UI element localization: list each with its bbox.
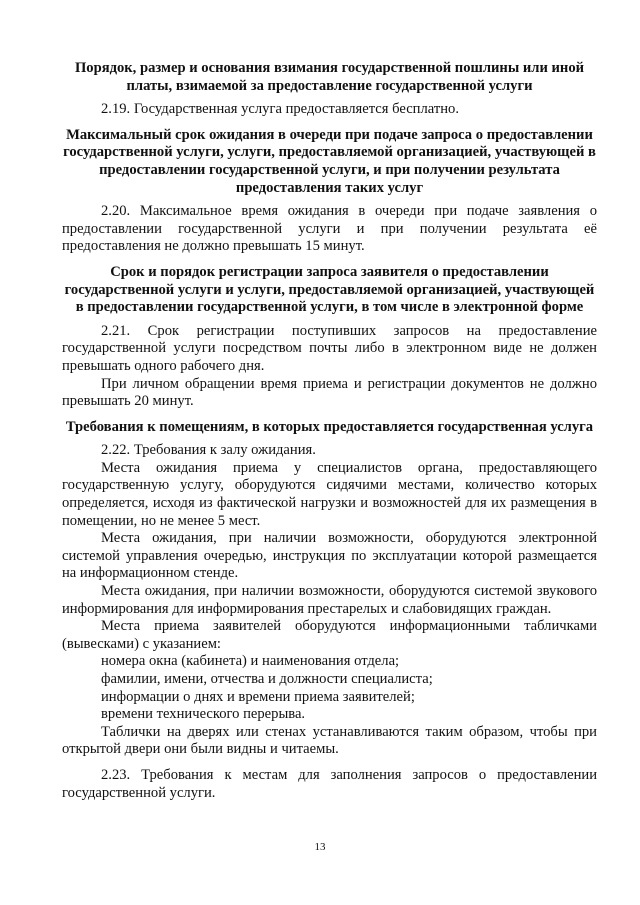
section-heading-queue: Максимальный срок ожидания в очереди при подаче запроса о предоставлении государственной услуги, услуги, предоставляемой организацией, участвующей в предоставлении государственной услуги, и при получении результата предоставления таких услуг — [63, 126, 596, 196]
document-page — [62, 60, 597, 802]
paragraph-personal-visit: При личном обращении время приема и регистрации документов не должно превышать 20 минут. — [62, 375, 597, 410]
paragraph-2-21: 2.21. Срок регистрации поступивших запросов на предоставление государственной услуги посредством почты либо в электронном виде не должен превышать одного рабочего дня. — [62, 322, 597, 374]
page-number: 13 — [314, 841, 326, 853]
list-item: фамилии, имени, отчества и должности специалиста; — [101, 671, 433, 687]
paragraph-2-22: 2.22. Требования к залу ожидания. — [101, 442, 316, 459]
section-heading-registration: Срок и порядок регистрации запроса заявителя о предоставлении государственной услуги и услуги, предоставляемой организацией, участвующей в предоставлении государственной услуги, в том числе в электронной форме — [64, 263, 595, 316]
section-heading-fee: Порядок, размер и основания взимания государственной пошлины или иной платы, взимаемой за предоставление государственной услуги — [74, 60, 585, 94]
paragraph-2-20: 2.20. Максимальное время ожидания в очереди при подаче заявления о предоставлении государственной услуги и при получении результата её предоставления не должно превышать 15 минут. — [62, 203, 597, 255]
paragraph-info-plates: Места приема заявителей оборудуются информационными табличками (вывесками) с указанием: — [62, 618, 597, 652]
paragraph-audio-system: Места ожидания, при наличии возможности, оборудуются системой звукового информирования для информирования престарелых и слабовидящих граждан. — [62, 583, 597, 617]
list-item: номера окна (кабинета) и наименования отдела; — [101, 653, 400, 670]
list-item: времени технического перерыва. — [101, 706, 306, 723]
paragraph-plates-visibility: Таблички на дверях или стенах устанавливаются таким образом, чтобы при открытой двери они были видны и читаемы. — [62, 723, 597, 758]
paragraph-2-19: 2.19. Государственная услуга предоставляется бесплатно. — [101, 101, 460, 118]
paragraph-2-23: 2.23. Требования к местам для заполнения запросов о предоставлении государственной услуги. — [62, 766, 597, 801]
paragraph-queue-system: Места ожидания, при наличии возможности, оборудуются электронной системой управления очередью, инструкция по эксплуатации которой размещается на информационном стенде. — [62, 530, 597, 582]
list-item: информации о днях и времени приема заявителей; — [101, 688, 415, 705]
section-heading-premises: Требования к помещениям, в которых предоставляется государственная услуга — [65, 418, 594, 435]
paragraph-waiting-seats: Места ожидания приема у специалистов органа, предоставляющего государственную услугу, оборудуются сидячими местами, количество которых определяется, исходя из фактической нагрузки и возможностей для их размещения в помещении, но не менее 5 мест. — [62, 459, 597, 529]
